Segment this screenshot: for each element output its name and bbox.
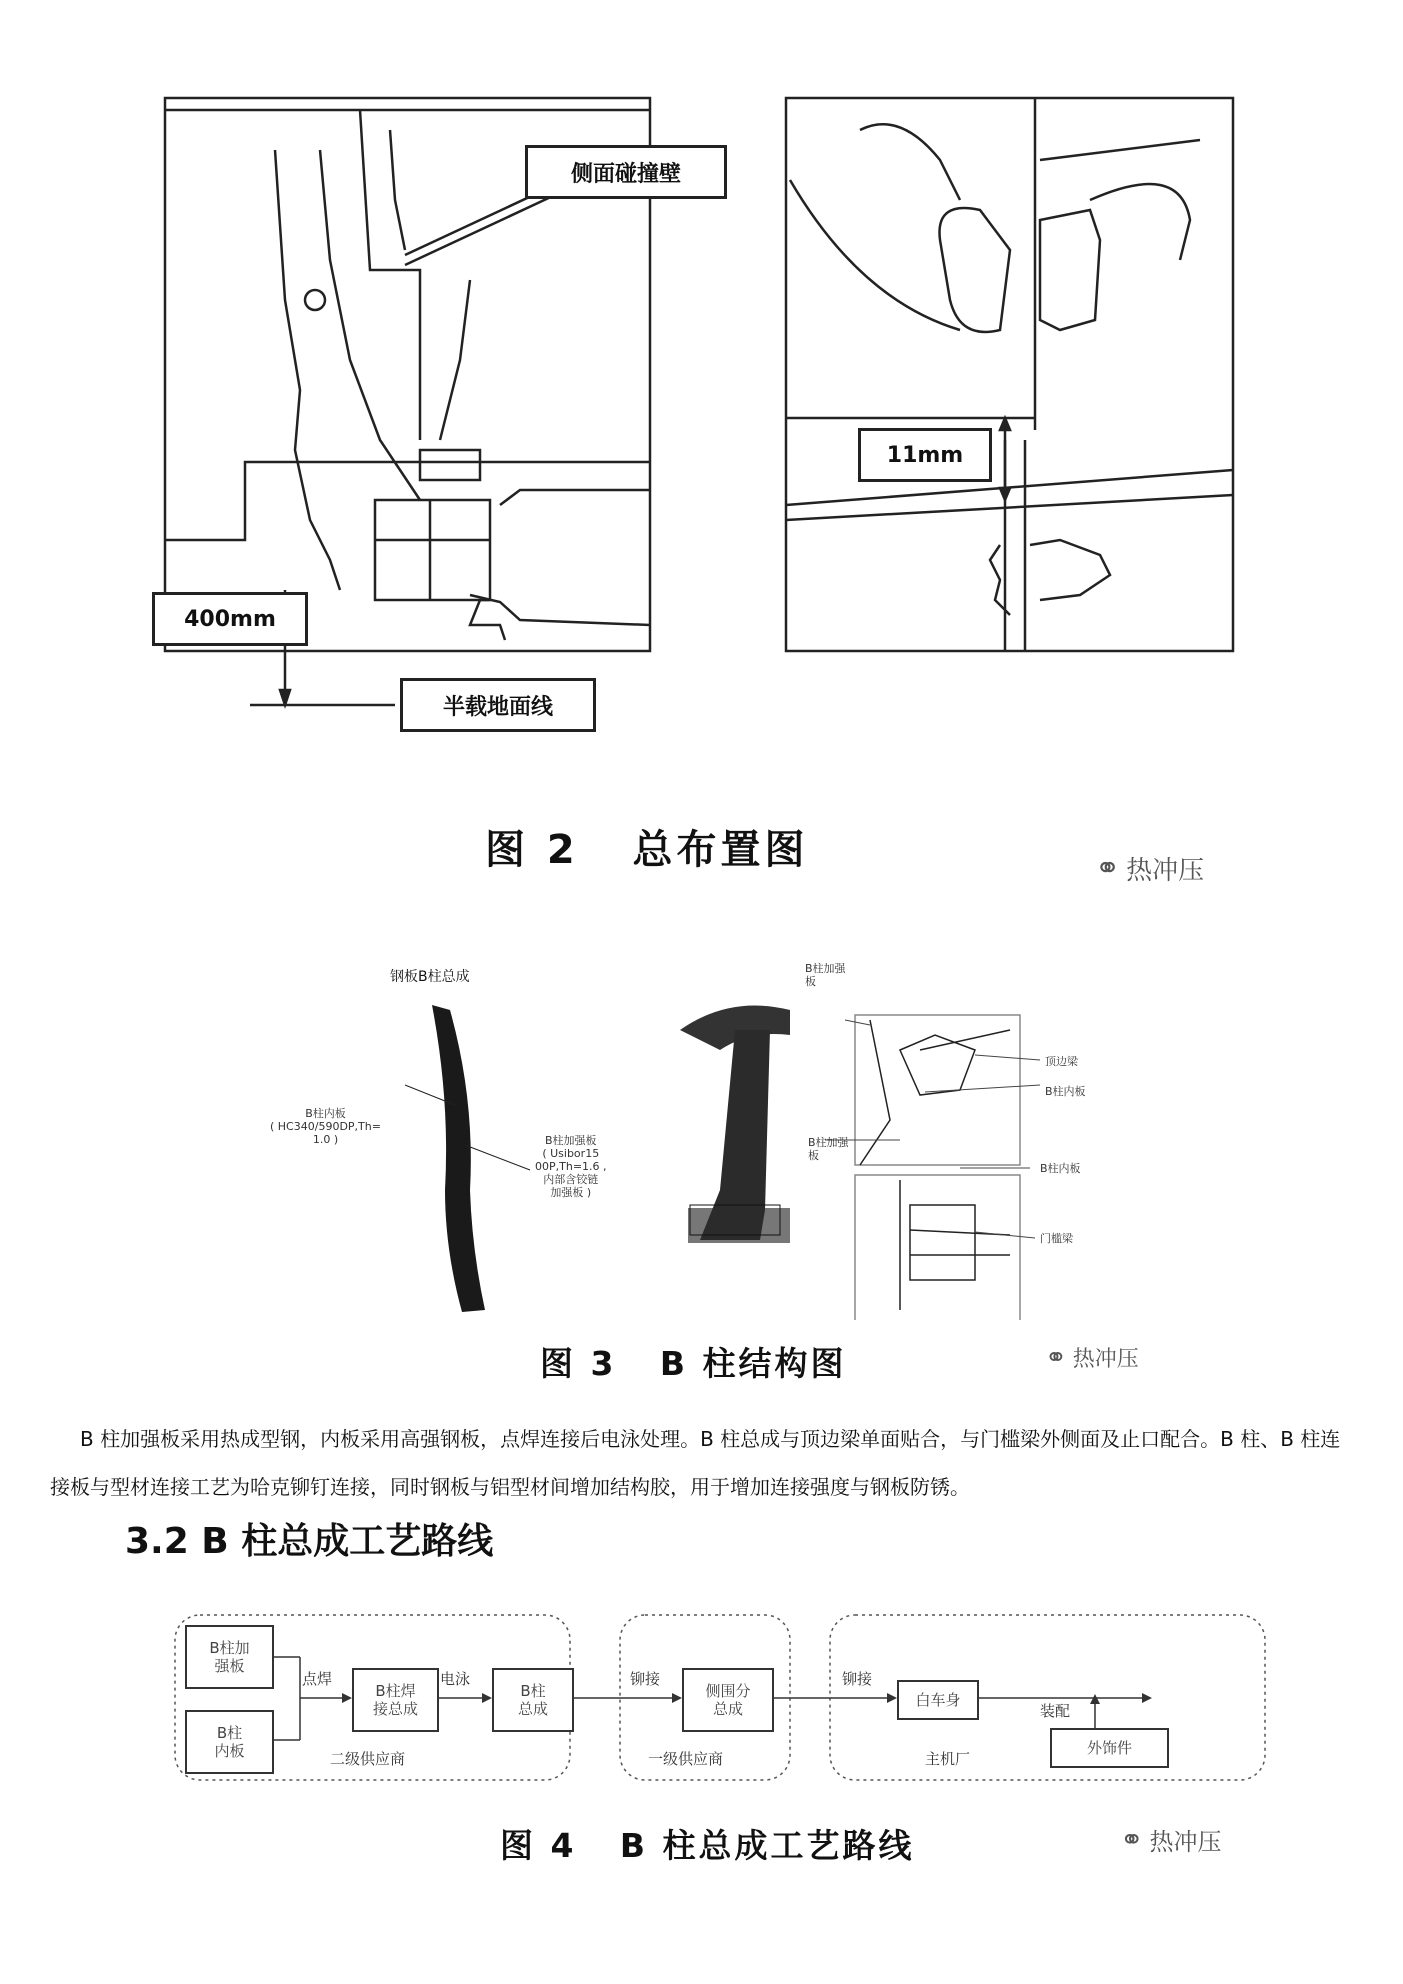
flow-box-reinforce: B柱加 强板 — [185, 1625, 274, 1689]
flow-label-rivet-1: 铆接 — [630, 1670, 661, 1688]
flow-box-trim: 外饰件 — [1050, 1728, 1169, 1768]
flow-box-weld: B柱焊 接总成 — [352, 1668, 439, 1732]
flow-box-assembly: B柱 总成 — [492, 1668, 574, 1732]
fig2-drawing — [0, 0, 1403, 760]
flow-box-side: 侧围分 总成 — [682, 1668, 774, 1732]
flow-label-spot-weld: 点焊 — [302, 1670, 333, 1688]
flow-box-inner: B柱 内板 — [185, 1710, 274, 1774]
sill-label: 门槛梁 — [1040, 1232, 1073, 1245]
wechat-logo-icon: ⚭ — [1045, 1342, 1067, 1373]
dimension-400mm-label: 400mm — [152, 592, 308, 646]
watermark-3: ⚭ 热冲压 — [1120, 1823, 1222, 1856]
bottom-inner-panel-label: B柱内板 — [1040, 1162, 1081, 1175]
flow-label-ecoat: 电泳 — [440, 1670, 471, 1688]
inner-panel-label: B柱内板 ( HC340/590DP,Th= 1.0 ) — [270, 1107, 381, 1146]
watermark-1: ⚭ 热冲压 — [1095, 851, 1205, 886]
section-heading: 3.2 B 柱总成工艺路线 — [125, 1521, 494, 1562]
group-label-tier1: 一级供应商 — [648, 1750, 724, 1768]
flow-label-assemble: 装配 — [1040, 1702, 1071, 1720]
fig3-caption: 图 3 B 柱结构图 — [540, 1344, 847, 1383]
body-paragraph: B 柱加强板采用热成型钢，内板采用高强钢板，点焊连接后电泳处理。B 柱总成与顶边梁单面贴合，与门槛梁外侧面及止口配合。B 柱、B 柱连接板与型材连接工艺为哈克铆钉连接，同时钢板与铝型材间增加结构胶，用于增加连接强度与钢板防锈。 — [50, 1427, 1341, 1499]
ground-line-label: 半载地面线 — [400, 678, 596, 732]
roof-rail-label: 顶边梁 — [1045, 1055, 1078, 1068]
wechat-logo-icon: ⚭ — [1095, 851, 1121, 886]
fig3-title: 钢板B柱总成 — [390, 969, 470, 985]
flow-label-rivet-2: 铆接 — [842, 1670, 873, 1688]
bottom-reinforce-label: B柱加强 板 — [808, 1136, 849, 1162]
group-label-oem: 主机厂 — [925, 1750, 971, 1768]
fig4-caption: 图 4 B 柱总成工艺路线 — [500, 1826, 915, 1865]
dimension-11mm-label: 11mm — [858, 428, 992, 482]
reinforce-panel-label: B柱加强板 ( Usibor15 00P,Th=1.6 , 内部含铰链 加强板 ) — [535, 1134, 607, 1199]
group-label-tier2: 二级供应商 — [330, 1750, 406, 1768]
fig3-drawing — [0, 990, 1403, 1320]
top-inner-panel-label: B柱内板 — [1045, 1085, 1086, 1098]
flow-box-body: 白车身 — [897, 1680, 979, 1720]
wechat-logo-icon: ⚭ — [1120, 1823, 1144, 1856]
watermark-2: ⚭ 热冲压 — [1045, 1342, 1139, 1373]
fig2-caption: 图 2 总布置图 — [485, 827, 809, 873]
top-reinforce-label: B柱加强 板 — [805, 962, 846, 988]
side-wall-label: 侧面碰撞壁 — [525, 145, 727, 199]
